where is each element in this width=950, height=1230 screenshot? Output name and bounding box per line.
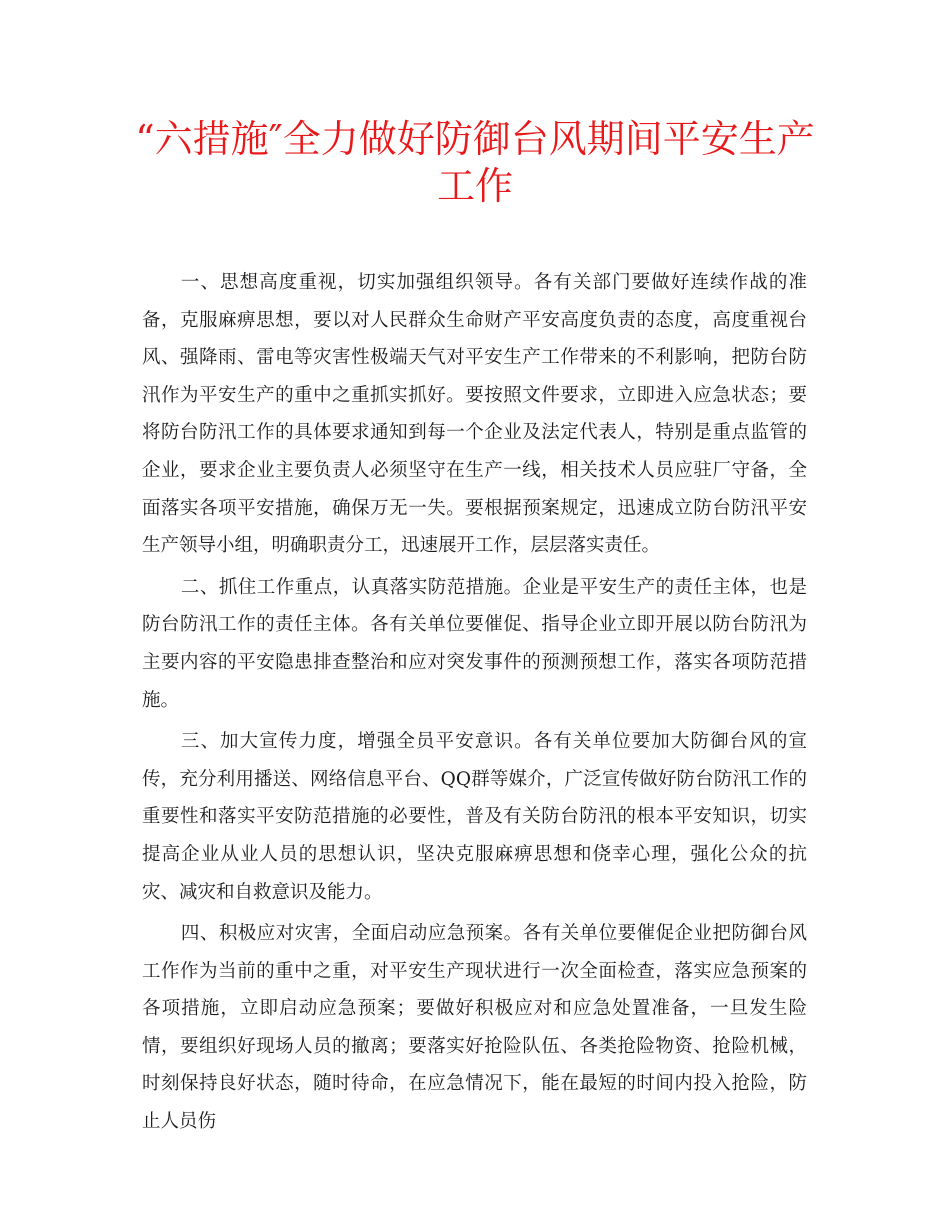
paragraph-3: 三、加大宣传力度，增强全员平安意识。各有关单位要加大防御台风的宣传，充分利用播送、网络信息平台、QQ群等媒介，广泛宣传做好防台防汛工作的重要性和落实平安防范措施的必要性，普及有关防台防汛的根本平安知识，切实提高企业从业人员的思想认识，坚决克服麻痹思想和侥幸心理，强化公众的抗灾、减灾和自救意识及能力。 (142, 731, 807, 903)
paragraph-4: 四、积极应对灾害，全面启动应急预案。各有关单位要催促企业把防御台风工作作为当前的重中之重，对平安生产现状进行一次全面检查，落实应急预案的各项措施，立即启动应急预案；要做好积极应对和应急处置准备，一旦发生险情，要组织好现场人员的撤离；要落实好抢险队伍、各类抢险物资、抢险机械，时刻保持良好状态，随时待命，在应急情况下，能在最短的时间内投入抢险，防止人员伤 (142, 923, 807, 1133)
document-body (142, 264, 807, 1141)
paragraph-1: 一、思想高度重视，切实加强组织领导。各有关部门要做好连续作战的准备，克服麻痹思想，要以对人民群众生命财产平安高度负责的态度，高度重视台风、强降雨、雷电等灾害性极端天气对平安生产工作带来的不利影响，把防台防汛作为平安生产的重中之重抓实抓好。要按照文件要求，立即进入应急状态；要将防台防汛工作的具体要求通知到每一个企业及法定代表人，特别是重点监管的企业，要求企业主要负责人必须坚守在生产一线，相关技术人员应驻厂守备，全面落实各项平安措施，确保万无一失。要根据预案规定，迅速成立防台防汛平安生产领导小组，明确职责分工，迅速展开工作，层层落实责任。 (142, 272, 807, 557)
title-line-1: “六措施″全力做好防御台风期间平安生产 (135, 117, 815, 161)
title-line-2: 工作 (436, 164, 513, 208)
paragraph-2: 二、抓住工作重点，认真落实防范措施。企业是平安生产的责任主体，也是防台防汛工作的责任主体。各有关单位要催促、指导企业立即开展以防台防汛为主要内容的平安隐患排查整治和应对突发事件的预测预想工作，落实各项防范措施。 (142, 576, 807, 711)
document-title (120, 116, 830, 210)
